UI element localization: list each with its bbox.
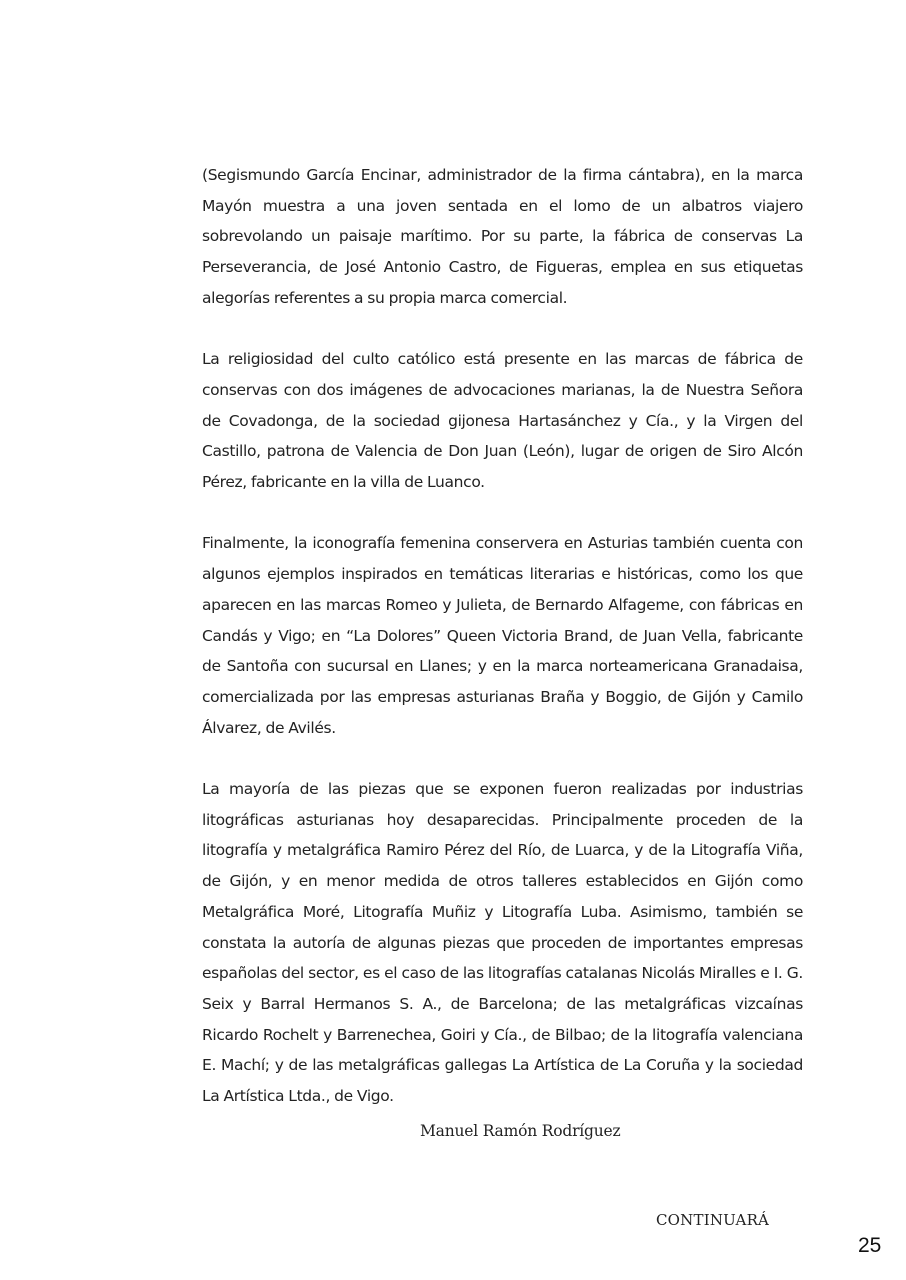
article-body xyxy=(202,160,803,1112)
paragraph-1: (Segismundo García Encinar, administrador de la firma cántabra), en la marca Mayón muestra a una joven sentada en el lomo de un albatros viajero sobrevolando un paisaje marítimo. Por su parte, la fábrica de conservas La Perseverancia, de José Antonio Castro, de Figueras, emplea en sus etiquetas alegorías referentes a su propia marca comercial. xyxy=(202,166,803,307)
page-number: 25 xyxy=(858,1234,882,1257)
paragraph-4: La mayoría de las piezas que se exponen fueron realizadas por industrias litográficas asturianas hoy desaparecidas. Principalmente proceden de la litografía y metalgráfica Ramiro Pérez del Río, de Luarca, y de la Litografía Viña, de Gijón, y en menor medida de otros talleres establecidos en Gijón como Metalgráfica Moré, Litografía Muñiz y Litografía Luba. Asimismo, también se constata la autoría de algunas piezas que proceden de importantes empresas españolas del sector, es el caso de las litografías catalanas Nicolás Miralles e I. G. Seix y Barral Hermanos S. A., de Barcelona; de las metalgráficas vizcaínas Ricardo Rochelt y Barrenechea, Goiri y Cía., de Bilbao; de la litografía valenciana E. Machí; y de las metalgráficas gallegas La Artística de La Coruña y la sociedad La Artística Ltda., de Vigo. xyxy=(202,780,803,1106)
paragraph-2: La religiosidad del culto católico está presente en las marcas de fábrica de conservas con dos imágenes de advocaciones marianas, la de Nuestra Señora de Covadonga, de la sociedad gijonesa Hartasánchez y Cía., y la Virgen del Castillo, patrona de Valencia de Don Juan (León), lugar de origen de Siro Alcón Pérez, fabricante en la villa de Luanco. xyxy=(202,350,803,492)
paragraph-3: Finalmente, la iconografía femenina conservera en Asturias también cuenta con algunos ejemplos inspirados en temáticas literarias e históricas, como los que aparecen en las marcas Romeo y Julieta, de Bernardo Alfageme, con fábricas en Candás y Vigo; en “La Dolores” Queen Victoria Brand, de Juan Vella, fabricante de Santoña con sucursal en Llanes; y en la marca norteamericana Granadaisa, comercializada por las empresas asturianas Braña y Boggio, de Gijón y Camilo Álvarez, de Avilés. xyxy=(202,534,803,737)
author-signature: Manuel Ramón Rodríguez xyxy=(420,1122,621,1140)
continues-label: CONTINUARÁ xyxy=(656,1211,770,1229)
